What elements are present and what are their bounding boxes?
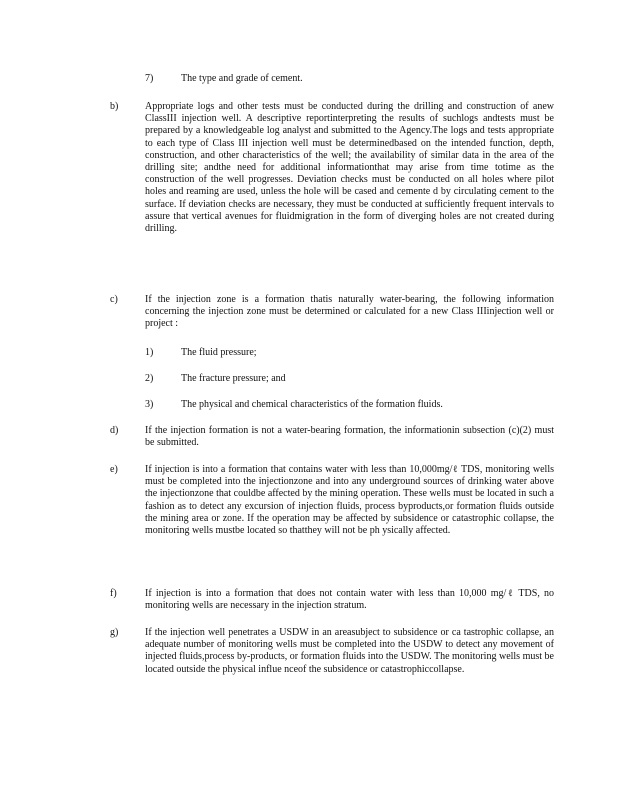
- item-text: If the injection formation is not a water-bearing formation, the informationin subsection (c)(2) must be submitted.: [145, 425, 554, 449]
- item-text: If injection is into a formation that contains water with less than 10,000mg/ℓ TDS, monitoring wells must be completed into the injectionzone and into any underground sources of drinking water above the injectionzone that couldbe affected by the mining operation. These wells must be located in such a fashion as to detect any excursion of injection fluids, process byproducts,or formation fluids outside the mining area or zone. If the operation may be affected by subsidence or catastrophic collapse, the monitoring wells mustbe located so thatthey will not be ph ysically affected.: [145, 464, 554, 537]
- item-text: If the injection well penetrates a USDW in an areasubject to subsidence or ca tastrophic collapse, an adequate number of monitoring wells must be completed into the USDW to detect any movement of injected fluids,process by-products, or formation fluids into the USDW. The monitoring wells must be located outside the physical influe nceof the subsidence or catastrophiccollapse.: [145, 627, 554, 675]
- item-label: d): [110, 425, 119, 436]
- item-text: The fracture pressure; and: [181, 373, 286, 384]
- item-text: The physical and chemical characteristics of the formation fluids.: [181, 399, 443, 410]
- item-text: The fluid pressure;: [181, 347, 257, 358]
- item-label: 2): [145, 373, 154, 384]
- item-text: The type and grade of cement.: [181, 73, 303, 84]
- item-text: Appropriate logs and other tests must be conducted during the drilling and construction of anew ClassIII injection well. A descriptive reportinterpreting the results of suchlogs andtests must be prepared by a knowledgeable log analyst and submitted to the Agency.The logs and tests appropriate to each type of Class III injection well must be determinedbased on the intended function, depth, construction, and other characteristics of the well; the availability of similar data in the area of the drilling site; andthe need for additional informationthat may arise from time totime as the construction of the well progresses. Deviation checks must be conducted on all holes where pilot holes and reaming are used, unless the hole will be cased and cemente d by circulating cement to the surface. If deviation checks are necessary, they must be conducted at sufficiently frequent intervals to assure that vertical avenues for fluidmigration in the form of diverging holes are not created during drilling.: [145, 101, 554, 235]
- item-label: b): [110, 101, 119, 112]
- item-label: g): [110, 627, 119, 638]
- item-label: 3): [145, 399, 154, 410]
- item-label: f): [110, 588, 117, 599]
- item-label: 1): [145, 347, 154, 358]
- item-text: If the injection zone is a formation thatis naturally water-bearing, the following information concerning the injection zone must be determined or calculated for a new Class IIIinjection well or project :: [145, 294, 554, 330]
- item-label: 7): [145, 73, 154, 84]
- item-text: If injection is into a formation that does not contain water with less than 10,000 mg/ℓ TDS, no monitoring wells are necessary in the injection stratum.: [145, 588, 554, 612]
- item-label: c): [110, 294, 118, 305]
- item-label: e): [110, 464, 118, 475]
